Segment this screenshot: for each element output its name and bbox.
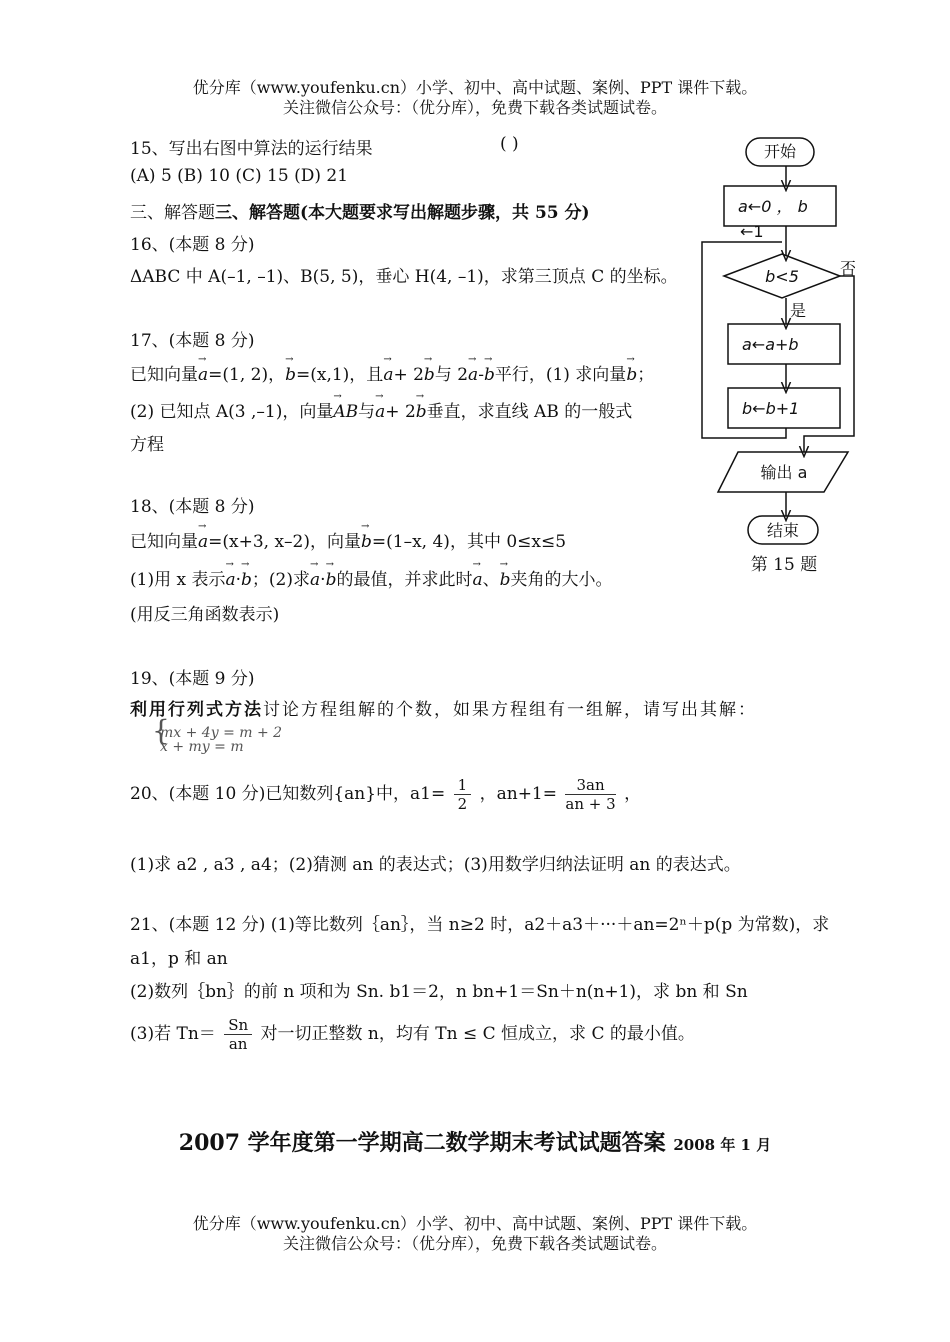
q16-body: ΔABC 中 A(–1, –1)、B(5, 5)，垂心 H(4, –1)，求第三顶点 C 的坐标。 xyxy=(130,267,678,287)
watermark-bottom-line1: 优分库（www.youfenku.cn）小学、初中、高中试题、案例、PPT 课件下载。 xyxy=(192,1214,758,1233)
q19-body: 利用行列式方法讨论方程组解的个数，如果方程组有一组解，请写出其解： xyxy=(130,700,757,720)
q17-line2: (2) 已知点 A(3 ,–1)，向量→ AB与→ a+ 2→ b垂直，求直线 AB 的一般式 xyxy=(130,397,632,422)
q18-line3: (用反三角函数表示) xyxy=(130,605,280,625)
start-label: 开始 xyxy=(763,142,797,161)
start-terminal xyxy=(746,138,814,166)
q21-line4: (3)若 Tn＝ $\frac{Sn}{an}$ 对一切正整数 n，均有 Tn ≤ C 恒成立，求 C 的最小值。 xyxy=(130,1016,695,1053)
step2-label: b←b+1 xyxy=(742,399,800,418)
q18-line1: 已知向量→ a=(x+3, x–2)，向量→ b=(1–x, 4)，其中 0≤x≤5 xyxy=(130,527,566,552)
no-label: 否 xyxy=(840,259,857,278)
q17-head: 17、(本题 8 分) xyxy=(130,331,255,351)
figure-caption: 第 15 题 xyxy=(750,555,818,575)
q19-eq1: mx + 4y = m + 2 xyxy=(160,725,283,741)
step-add-box xyxy=(728,324,840,364)
output-box xyxy=(718,452,848,492)
q20-line2: (1)求 a2 , a3 , a4；(2)猜测 an 的表达式；(3)用数学归纳法证明 an 的表达式。 xyxy=(130,855,741,875)
q18-line2: (1)用 x 表示→ a·→ b；(2)求→ a·→ b的最值，并求此时→ a、→ b夹角的大小。 xyxy=(130,565,612,590)
q19-head: 19、(本题 9 分) xyxy=(130,669,255,689)
step-increment-box xyxy=(728,388,840,428)
q16-head: 16、(本题 8 分) xyxy=(130,235,255,255)
q20-line1: 20、(本题 10 分)已知数列{an}中，a1= $\frac{1}{2}$ ，an+1= $\frac{3an}{an + 3}$ ， xyxy=(130,776,642,813)
q21-line1: 21、(本题 12 分) (1)等比数列｛an｝，当 n≥2 时，a2＋a3＋···＋an=2ⁿ＋p(p 为常数)，求 xyxy=(130,915,830,935)
watermark-line1: 优分库（www.youfenku.cn）小学、初中、高中试题、案例、PPT 课件下载。 xyxy=(192,78,758,97)
condition-label: b<5 xyxy=(765,267,799,286)
brace: { xyxy=(152,714,170,747)
q17-line3: 方程 xyxy=(130,435,164,455)
loop-back-line xyxy=(702,242,786,438)
fraction-half: $\frac{1}{2}$ xyxy=(454,776,472,813)
q21-line2: a1，p 和 an xyxy=(130,949,228,969)
condition-diamond xyxy=(724,254,840,298)
section3-title: 三、解答题三、解答题(本大题要求写出解题步骤，共 55 分) xyxy=(130,203,590,223)
init-label-2: ←1 xyxy=(740,222,764,241)
init-box xyxy=(724,186,836,226)
end-terminal xyxy=(748,516,818,544)
yes-label: 是 xyxy=(790,301,807,320)
watermark-line2: 关注微信公众号：（优分库），免费下载各类试题试卷。 xyxy=(282,98,667,117)
exit-line xyxy=(804,276,854,452)
q21-line3: (2)数列｛bn｝的前 n 项和为 Sn. b1＝2，n bn+1＝Sn＋n(n+1)，求 bn 和 Sn xyxy=(130,982,748,1002)
q19-equation-system xyxy=(152,714,283,755)
step1-label: a←a+b xyxy=(742,335,799,354)
q17-line1: 已知向量→ a=(1, 2)，→ b=(x,1)，且→ a+ 2→ b与 2→ a-→ b平行，(1) 求向量→ b； xyxy=(130,360,654,385)
q15-stem: 15、写出右图中算法的运行结果 ( ) xyxy=(130,134,519,159)
q19-eq2: x + my = m xyxy=(160,739,244,755)
fraction-sn-an: $\frac{Sn}{an}$ xyxy=(224,1016,252,1053)
q15-options: (A) 5 (B) 10 (C) 15 (D) 21 xyxy=(130,166,349,186)
q18-head: 18、(本题 8 分) xyxy=(130,497,255,517)
fraction-recurrence: $\frac{3an}{an + 3}$ xyxy=(565,776,616,813)
answer-title: 2007 学年度第一学期高二数学期末考试试题答案 2008 年 1 月 xyxy=(178,1130,772,1156)
watermark-bottom-line2: 关注微信公众号：（优分库），免费下载各类试题试卷。 xyxy=(282,1234,667,1253)
output-label: 输出 a xyxy=(760,463,808,482)
end-label: 结束 xyxy=(766,521,800,540)
init-label: a←0 ， b xyxy=(738,197,808,216)
